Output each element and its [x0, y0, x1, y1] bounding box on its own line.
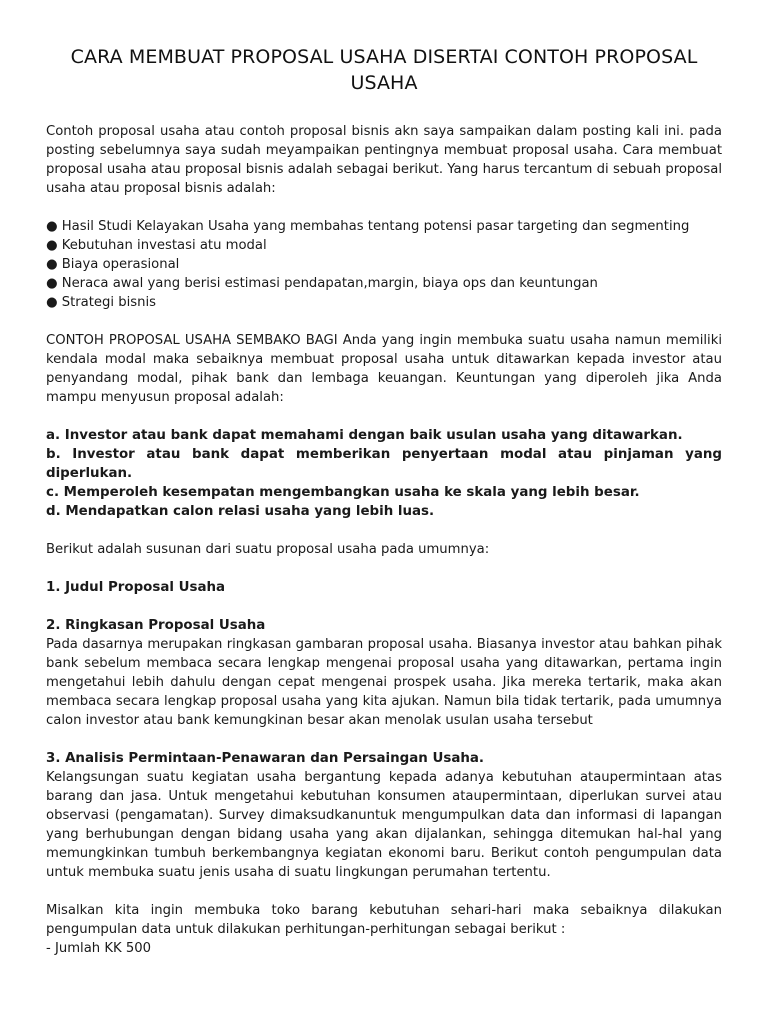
- spacer: [46, 312, 722, 331]
- structure-intro: Berikut adalah susunan dari suatu proposal usaha pada umumnya:: [46, 542, 490, 557]
- list-item: ● Kebutuhan investasi atu modal: [46, 238, 267, 253]
- spacer: [46, 882, 722, 901]
- example-paragraph: Misalkan kita ingin membuka toko barang kebutuhan sehari-hari maka sebaiknya dilakukan pengumpulan data untuk dilakukan perhitungan-perhitungan sebagai berikut :: [46, 903, 722, 937]
- list-item: ● Strategi bisnis: [46, 295, 157, 310]
- list-item: a. Investor atau bank dapat memahami dengan baik usulan usaha yang ditawarkan.: [46, 428, 683, 443]
- list-item: b. Investor atau bank dapat memberikan penyertaan modal atau pinjaman yang diperlukan.: [46, 447, 722, 481]
- section-3-body: Kelangsungan suatu kegiatan usaha bergantung kepada adanya kebutuhan ataupermintaan atas barang dan jasa. Untuk mengetahui kebutuhan konsumen ataupermintaan, diperlukan survei atau observasi (pengamatan). Survey dimaksudkanuntuk mengumpulkan data dan informasi di lapangan yang berhubungan dengan bidang usaha yang akan dijalankan, sehingga ditemukan hal-hal yang memungkinkan tumbuh berkembangnya kegiatan ekonomi baru. Berikut contoh pengumpulan data untuk membuka suatu jenis usaha di suatu lingkungan perumahan tertentu.: [46, 770, 722, 880]
- spacer: [46, 559, 722, 578]
- list-item: c. Memperoleh kesempatan mengembangkan usaha ke skala yang lebih besar.: [46, 485, 640, 500]
- section-2-heading: 2. Ringkasan Proposal Usaha: [46, 618, 266, 633]
- document-title: CARA MEMBUAT PROPOSAL USAHA DISERTAI CONTOH PROPOSAL USAHA: [70, 46, 698, 94]
- example-item: - Jumlah KK 500: [46, 941, 151, 956]
- spacer: [46, 597, 722, 616]
- spacer: [46, 521, 722, 540]
- intro-paragraph: Contoh proposal usaha atau contoh proposal bisnis akn saya sampaikan dalam posting kali ini. pada posting sebelumnya saya sudah meyampaikan pentingnya membuat proposal usaha. Cara membuat proposal usaha atau proposal bisnis adalah sebagai berikut. Yang harus tercantum di sebuah proposal usaha atau proposal bisnis adalah:: [46, 124, 722, 196]
- document-page: [46, 44, 722, 958]
- list-item: d. Mendapatkan calon relasi usaha yang lebih luas.: [46, 504, 435, 519]
- spacer: [46, 407, 722, 426]
- list-item: ● Hasil Studi Kelayakan Usaha yang membahas tentang potensi pasar targeting dan segmenting: [46, 219, 690, 234]
- section-3-heading: 3. Analisis Permintaan-Penawaran dan Persaingan Usaha.: [46, 751, 485, 766]
- list-item: ● Neraca awal yang berisi estimasi pendapatan,margin, biaya ops dan keuntungan: [46, 276, 598, 291]
- section-1-heading: 1. Judul Proposal Usaha: [46, 580, 226, 595]
- benefits-list: [46, 426, 722, 521]
- list-item: ● Biaya operasional: [46, 257, 180, 272]
- spacer: [46, 198, 722, 217]
- sembako-paragraph: CONTOH PROPOSAL USAHA SEMBAKO BAGI Anda yang ingin membuka suatu usaha namun memiliki kendala modal maka sebaiknya membuat proposal usaha untuk ditawarkan kepada investor atau penyandang modal, pihak bank dan lembaga keuangan. Keuntungan yang diperoleh jika Anda mampu menyusun proposal adalah:: [46, 333, 722, 405]
- section-2-body: Pada dasarnya merupakan ringkasan gambaran proposal usaha. Biasanya investor atau bahkan pihak bank sebelum membaca secara lengkap mengenai proposal usaha yang ditawarkan, pertama ingin mengetahui lebih dahulu dengan cepat mengenai prospek usaha. Jika mereka tertarik, maka akan membaca secara lengkap proposal usaha yang kita ajukan. Namun bila tidak tertarik, pada umumnya calon investor atau bank kemungkinan besar akan menolak usulan usaha tersebut: [46, 637, 722, 728]
- spacer: [46, 730, 722, 749]
- requirements-list: [46, 217, 722, 312]
